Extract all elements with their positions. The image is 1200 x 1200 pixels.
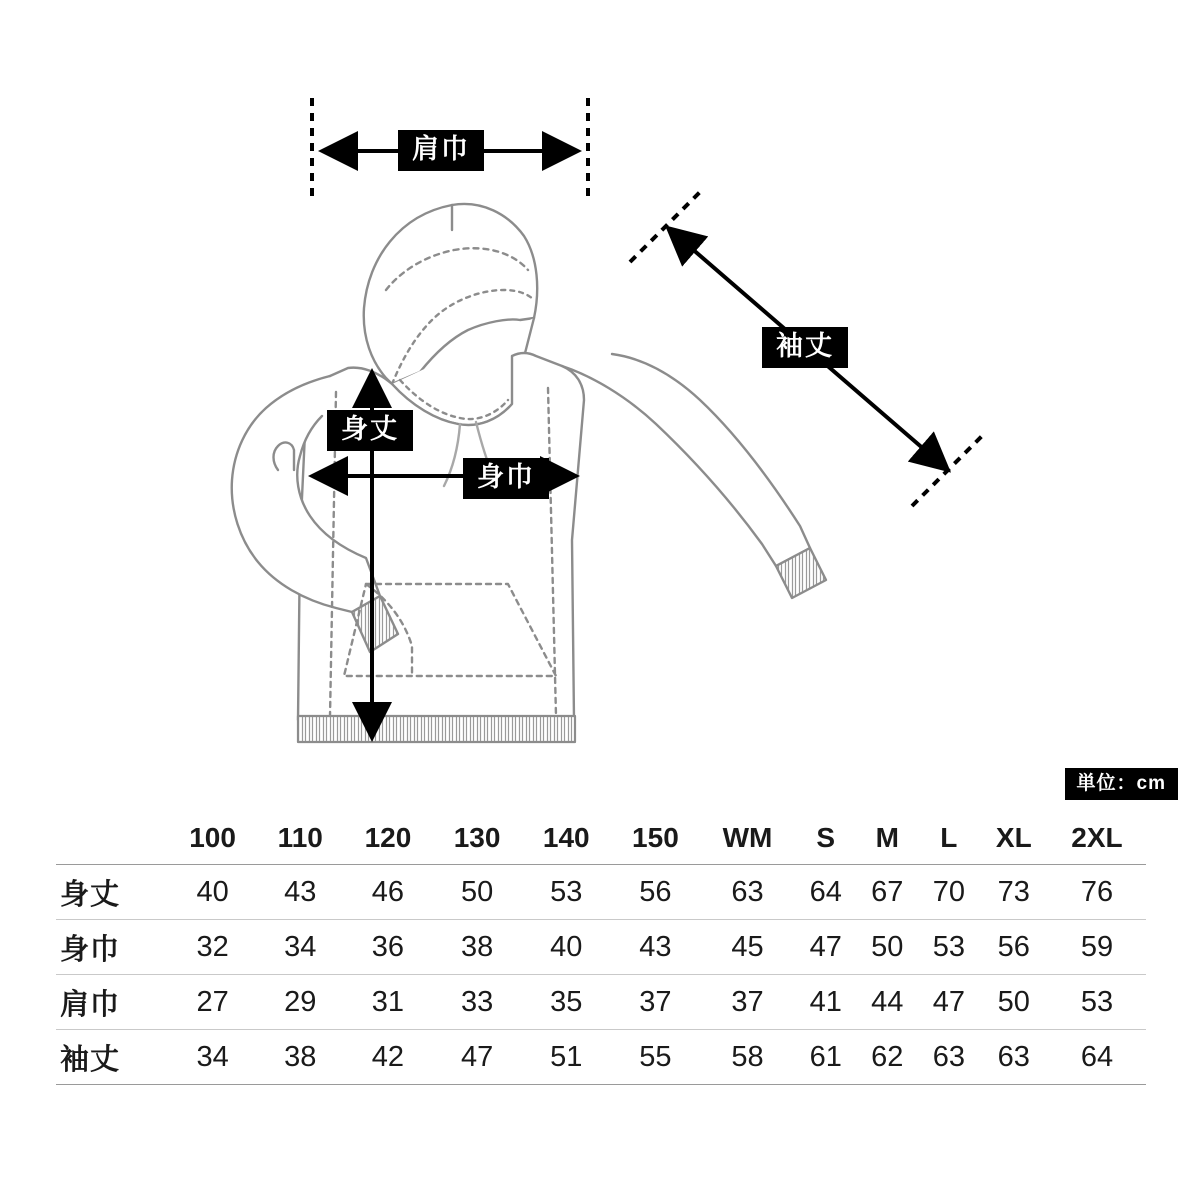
table-cell: 73 (980, 865, 1048, 920)
table-cell: 38 (257, 1030, 343, 1085)
table-cell: 50 (980, 975, 1048, 1030)
table-cell: 40 (522, 920, 611, 975)
table-header-cell: 150 (611, 812, 700, 865)
table-cell: 50 (857, 920, 919, 975)
table-header-cell: 140 (522, 812, 611, 865)
table-cell: 40 (168, 865, 257, 920)
table-cell: 62 (857, 1030, 919, 1085)
table-header-cell: 110 (257, 812, 343, 865)
table-cell: 53 (918, 920, 980, 975)
table-cell: 70 (918, 865, 980, 920)
unit-badge: 単位：cm (1065, 768, 1178, 800)
table-cell: 44 (857, 975, 919, 1030)
table-cell: 43 (257, 865, 343, 920)
table-cell: 31 (343, 975, 432, 1030)
row-label: 身丈 (56, 865, 168, 920)
table-cell: 41 (795, 975, 857, 1030)
row-label: 袖丈 (56, 1030, 168, 1085)
table-row (56, 1030, 1146, 1085)
table-cell: 32 (168, 920, 257, 975)
table-header-cell: 120 (343, 812, 432, 865)
table-cell: 64 (1048, 1030, 1146, 1085)
table-cell: 55 (611, 1030, 700, 1085)
shoulder-width-label: 肩巾 (398, 130, 484, 171)
table-cell: 58 (700, 1030, 795, 1085)
table-header-cell: WM (700, 812, 795, 865)
table-cell: 34 (168, 1030, 257, 1085)
table-cell: 63 (700, 865, 795, 920)
table-cell: 43 (611, 920, 700, 975)
table-cell: 63 (980, 1030, 1048, 1085)
body-length-label: 身丈 (327, 410, 413, 451)
table-cell: 64 (795, 865, 857, 920)
table-cell: 35 (522, 975, 611, 1030)
table-header-cell: 130 (433, 812, 522, 865)
table-cell: 63 (918, 1030, 980, 1085)
table-header-cell: M (857, 812, 919, 865)
table-row (56, 920, 1146, 975)
table-cell: 61 (795, 1030, 857, 1085)
table-cell: 47 (433, 1030, 522, 1085)
table-cell: 51 (522, 1030, 611, 1085)
table-cell: 38 (433, 920, 522, 975)
table-cell: 47 (918, 975, 980, 1030)
table-cell: 29 (257, 975, 343, 1030)
table-header-cell: 2XL (1048, 812, 1146, 865)
table-header-cell: S (795, 812, 857, 865)
table-row (56, 975, 1146, 1030)
table-cell: 27 (168, 975, 257, 1030)
table-cell: 45 (700, 920, 795, 975)
size-table (56, 812, 1146, 1085)
body-width-label: 身巾 (463, 458, 549, 499)
table-cell: 33 (433, 975, 522, 1030)
table-cell: 37 (700, 975, 795, 1030)
row-label: 肩巾 (56, 975, 168, 1030)
table-cell: 53 (522, 865, 611, 920)
table-cell: 47 (795, 920, 857, 975)
sleeve-length-label: 袖丈 (762, 327, 848, 368)
table-cell: 59 (1048, 920, 1146, 975)
table-cell: 67 (857, 865, 919, 920)
table-cell: 36 (343, 920, 432, 975)
table-header-cell: 100 (168, 812, 257, 865)
row-label: 身巾 (56, 920, 168, 975)
table-cell: 50 (433, 865, 522, 920)
table-header-row (56, 812, 1146, 865)
table-cell: 56 (611, 865, 700, 920)
table-cell: 53 (1048, 975, 1146, 1030)
table-cell: 56 (980, 920, 1048, 975)
table-header-cell: XL (980, 812, 1048, 865)
table-header-cell: L (918, 812, 980, 865)
table-row (56, 865, 1146, 920)
table-corner-cell (56, 812, 168, 865)
table-cell: 46 (343, 865, 432, 920)
table-cell: 42 (343, 1030, 432, 1085)
table-cell: 76 (1048, 865, 1146, 920)
table-cell: 37 (611, 975, 700, 1030)
table-cell: 34 (257, 920, 343, 975)
